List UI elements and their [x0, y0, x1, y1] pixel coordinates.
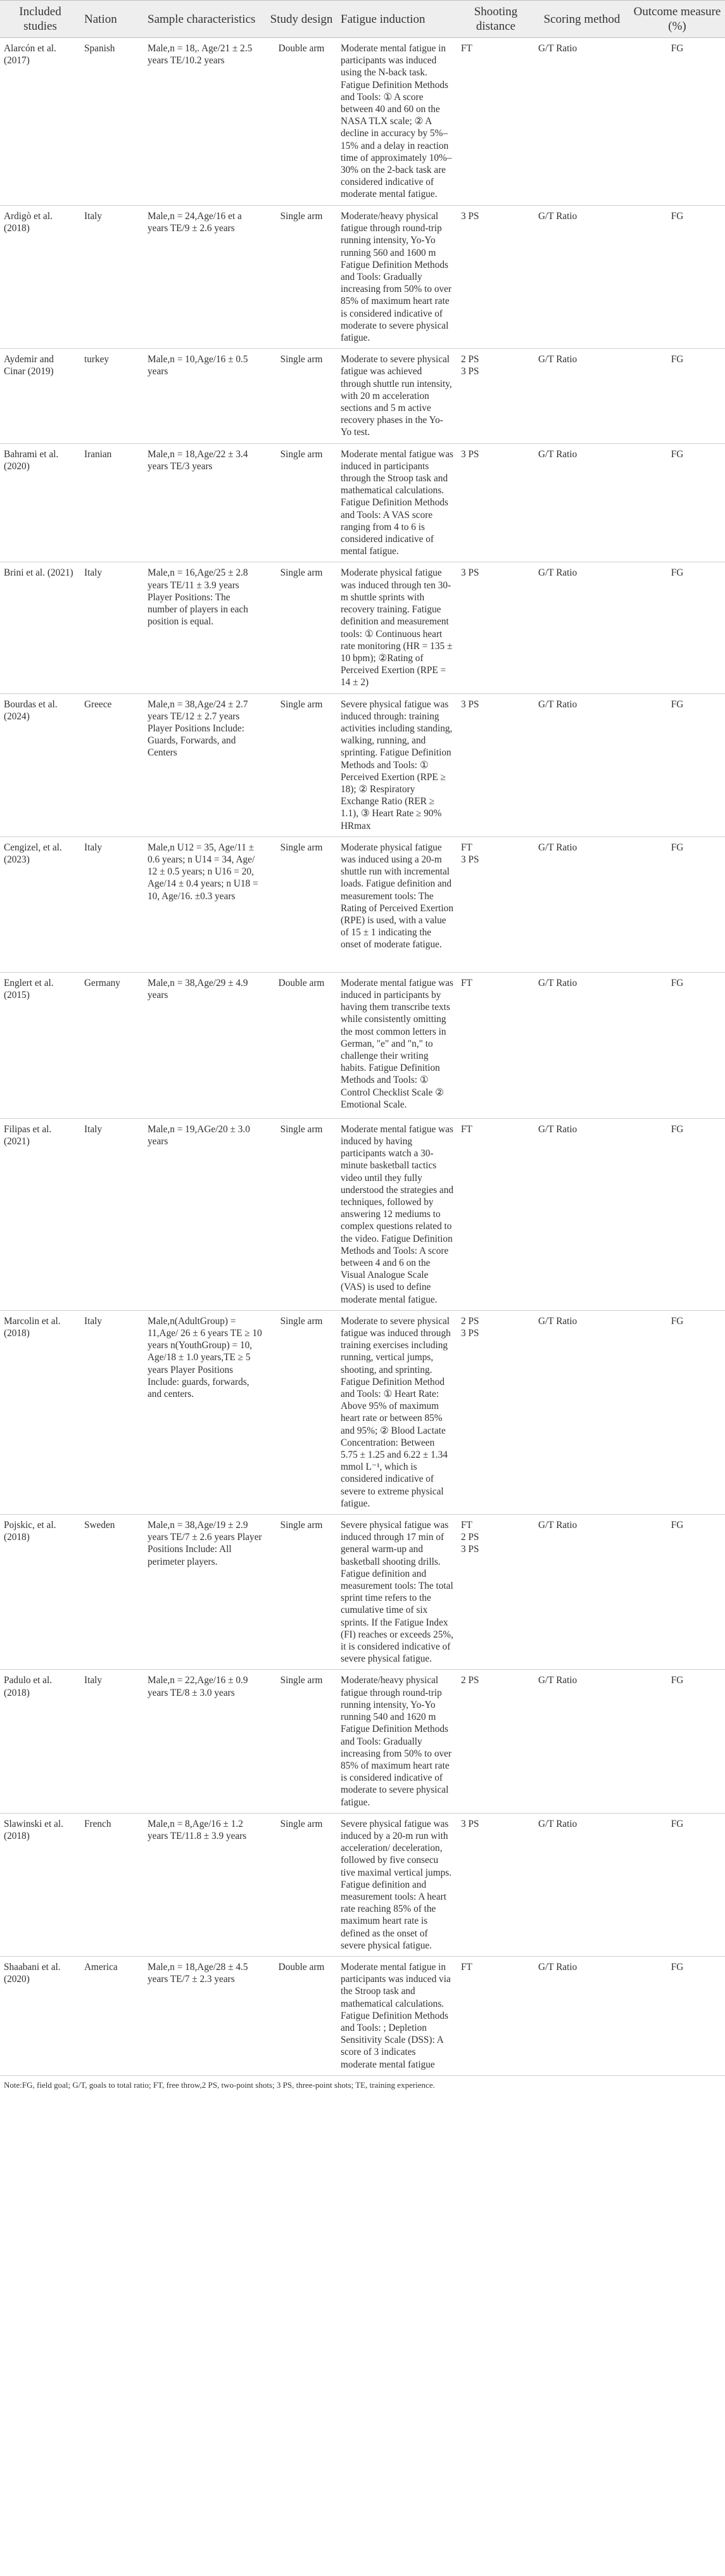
shooting-distance-value: FT — [461, 1520, 472, 1531]
cell-scoring: G/T Ratio — [534, 206, 629, 349]
cell-nation: Italy — [80, 837, 144, 972]
cell-outcome: FG — [629, 1310, 725, 1514]
cell-scoring: G/T Ratio — [534, 837, 629, 972]
cell-sample: Male,n = 18,. Age/21 ± 2.5 years TE/10.2 years — [144, 38, 266, 206]
cell-design: Single arm — [266, 1670, 337, 1813]
cell-sample: Male,n = 18,Age/28 ± 4.5 years TE/7 ± 2.3 years — [144, 1956, 266, 2075]
cell-design: Single arm — [266, 837, 337, 972]
cell-design: Single arm — [266, 206, 337, 349]
cell-distance — [457, 1515, 534, 1670]
cell-outcome: FG — [629, 1670, 725, 1813]
header-scoring-method: Scoring method — [534, 1, 629, 38]
shooting-distance-value: 3 PS — [461, 366, 479, 377]
table-row — [0, 693, 725, 837]
cell-sample: Male,n = 8,Age/16 ± 1.2 years TE/11.8 ± 3.9 years — [144, 1813, 266, 1956]
cell-design: Single arm — [266, 693, 337, 837]
cell-fatigue: Moderate physical fatigue was induced using a 20-m shuttle run with incremental loads. Fatigue definition and measurement tools: The Rating of Perceived Exertion (RPE) is used, with a value of 15 ± 1 indicating the onset of moderate fatigue. — [337, 837, 457, 972]
shooting-distance-value: 3 PS — [461, 1328, 479, 1339]
cell-outcome: FG — [629, 349, 725, 443]
shooting-distance-value: 3 PS — [461, 211, 479, 222]
header-shooting-distance: Shooting distance — [457, 1, 534, 38]
cell-study: Shaabani et al. (2020) — [0, 1956, 80, 2075]
cell-nation: Italy — [80, 1118, 144, 1310]
table-row — [0, 562, 725, 693]
table-row — [0, 1813, 725, 1956]
cell-design: Double arm — [266, 1956, 337, 2075]
cell-design: Single arm — [266, 1118, 337, 1310]
table-row — [0, 1515, 725, 1670]
cell-scoring: G/T Ratio — [534, 1956, 629, 2075]
shooting-distance-value: 3 PS — [461, 567, 479, 579]
cell-distance — [457, 206, 534, 349]
cell-scoring: G/T Ratio — [534, 38, 629, 206]
cell-fatigue: Moderate mental fatigue was induced in participants by having them transcribe texts while consistently omitting the most common letters in German, "e" and "n," to challenge their writing habits. Fatigue Definition Methods and Tools: ① Control Checklist Scale ② Emotional Scale. — [337, 972, 457, 1118]
cell-design: Single arm — [266, 443, 337, 562]
cell-design: Double arm — [266, 972, 337, 1118]
cell-scoring: G/T Ratio — [534, 443, 629, 562]
cell-sample: Male,n = 18,Age/22 ± 3.4 years TE/3 years — [144, 443, 266, 562]
cell-scoring: G/T Ratio — [534, 1515, 629, 1670]
cell-fatigue: Moderate physical fatigue was induced through ten 30-m shuttle sprints with recovery training. Fatigue definition and measurement tools: ① Continuous heart rate monitoring (HR = 135 ± 10 bpm); ②Rating of Perceived Exertion (RPE = 14 ± 2) — [337, 562, 457, 693]
shooting-distance-value: FT — [461, 977, 472, 988]
cell-distance — [457, 1310, 534, 1514]
cell-study: Aydemir and Cinar (2019) — [0, 349, 80, 443]
cell-scoring: G/T Ratio — [534, 1118, 629, 1310]
table-row — [0, 972, 725, 1118]
cell-sample: Male,n = 10,Age/16 ± 0.5 years — [144, 349, 266, 443]
cell-scoring: G/T Ratio — [534, 562, 629, 693]
cell-design: Single arm — [266, 1515, 337, 1670]
cell-sample: Male,n = 19,AGe/20 ± 3.0 years — [144, 1118, 266, 1310]
cell-outcome: FG — [629, 38, 725, 206]
cell-design: Single arm — [266, 562, 337, 693]
shooting-distance-value: FT — [461, 1123, 472, 1135]
cell-scoring: G/T Ratio — [534, 693, 629, 837]
header-sample-characteristics: Sample characteristics — [144, 1, 266, 38]
shooting-distance-value: 2 PS — [461, 1315, 479, 1327]
shooting-distance-value: 3 PS — [461, 854, 479, 865]
cell-sample: Male,n = 38,Age/19 ± 2.9 years TE/7 ± 2.6 years Player Positions Include: All perimeter players. — [144, 1515, 266, 1670]
cell-study: Bourdas et al. (2024) — [0, 693, 80, 837]
cell-scoring: G/T Ratio — [534, 1813, 629, 1956]
shooting-distance-value: FT — [461, 842, 472, 853]
cell-sample: Male,n = 38,Age/24 ± 2.7 years TE/12 ± 2.7 years Player Positions Include: Guards, Forwards, and Centers — [144, 693, 266, 837]
cell-nation: Iranian — [80, 443, 144, 562]
shooting-distance-value: 2 PS — [461, 1532, 479, 1543]
cell-fatigue: Severe physical fatigue was induced by a 20-m run with acceleration/ deceleration, followed by five consecu tive maximal vertical jumps. Fatigue definition and measurement tools: A heart rate reaching 85% of the maximum heart rate is defined as the onset of severe physical fatigue. — [337, 1813, 457, 1956]
cell-design: Single arm — [266, 1813, 337, 1956]
table-header-row — [0, 1, 725, 38]
cell-nation: America — [80, 1956, 144, 2075]
cell-fatigue: Severe physical fatigue was induced through 17 min of general warm-up and basketball shooting drills. Fatigue definition and measurement tools: The total sprint time refers to the cumulative time of six sprints. If the Fatigue Index (FI) reaches or exceeds 25%, it is considered indicative of severe physical fatigue. — [337, 1515, 457, 1670]
cell-fatigue: Moderate mental fatigue was induced by having participants watch a 30-minute basketball tactics video until they fully understood the strategies and techniques, followed by answering 12 mediums to complex questions related to the video. Fatigue Definition Methods and Tools: A score between 4 and 6 on the Visual Analogue Scale (VAS) is used to define moderate mental fatigue. — [337, 1118, 457, 1310]
cell-study: Englert et al. (2015) — [0, 972, 80, 1118]
cell-study: Cengizel, et al. (2023) — [0, 837, 80, 972]
cell-scoring: G/T Ratio — [534, 972, 629, 1118]
shooting-distance-value: FT — [461, 43, 472, 54]
cell-study: Alarcón et al. (2017) — [0, 38, 80, 206]
cell-distance — [457, 1813, 534, 1956]
table-row — [0, 1310, 725, 1514]
cell-scoring: G/T Ratio — [534, 1310, 629, 1514]
table-row — [0, 1118, 725, 1310]
cell-distance — [457, 1118, 534, 1310]
header-nation: Nation — [80, 1, 144, 38]
cell-study: Brini et al. (2021) — [0, 562, 80, 693]
cell-nation: Italy — [80, 1670, 144, 1813]
cell-distance — [457, 972, 534, 1118]
shooting-distance-value: 2 PS — [461, 1675, 479, 1686]
cell-sample: Male,n = 16,Age/25 ± 2.8 years TE/11 ± 3.9 years Player Positions: The number of players in each position is equal. — [144, 562, 266, 693]
table-row — [0, 206, 725, 349]
table-row — [0, 38, 725, 206]
cell-nation: Sweden — [80, 1515, 144, 1670]
cell-distance — [457, 693, 534, 837]
cell-design: Single arm — [266, 1310, 337, 1514]
cell-sample: Male,n = 22,Age/16 ± 0.9 years TE/8 ± 3.0 years — [144, 1670, 266, 1813]
table-row — [0, 443, 725, 562]
cell-fatigue: Moderate/heavy physical fatigue through round-trip running intensity, Yo-Yo running 560 and 1600 m Fatigue Definition Methods and Tools: Gradually increasing from 50% to over 85% of maximum heart rate is considered indicative of moderate to severe physical fatigue. — [337, 206, 457, 349]
cell-outcome: FG — [629, 1956, 725, 2075]
cell-study: Marcolin et al. (2018) — [0, 1310, 80, 1514]
cell-study: Filipas et al. (2021) — [0, 1118, 80, 1310]
cell-fatigue: Moderate/heavy physical fatigue through round-trip running intensity, Yo-Yo running 540 and 1620 m Fatigue Definition Methods and Tools: Gradually increasing from 50% to over 85% of maximum heart rate is considered indicative of moderate to severe physical fatigue. — [337, 1670, 457, 1813]
cell-outcome: FG — [629, 1515, 725, 1670]
cell-outcome: FG — [629, 562, 725, 693]
cell-fatigue: Severe physical fatigue was induced through: training activities including standing, walking, running, and sprinting. Fatigue Definition Methods and Tools: ① Perceived Exertion (RPE ≥ 18); ② Respiratory Exchange Ratio (RER ≥ 1.1), ③ Heart Rate ≥ 90% HRmax — [337, 693, 457, 837]
cell-outcome: FG — [629, 206, 725, 349]
table-row — [0, 349, 725, 443]
cell-distance — [457, 837, 534, 972]
header-included-studies: Included studies — [0, 1, 80, 38]
cell-design: Double arm — [266, 38, 337, 206]
cell-distance — [457, 38, 534, 206]
cell-fatigue: Moderate mental fatigue in participants was induced using the N-back task. Fatigue Definition Methods and Tools: ① A score between 40 and 60 on the NASA TLX scale; ② A decline in accuracy by 5%–15% and a delay in reaction time of approximately 10%–30% on the 2-back task are considered indicative of moderate mental fatigue. — [337, 38, 457, 206]
cell-distance — [457, 562, 534, 693]
shooting-distance-value: 3 PS — [461, 1544, 479, 1555]
table-row — [0, 837, 725, 972]
cell-study: Padulo et al. (2018) — [0, 1670, 80, 1813]
header-study-design: Study design — [266, 1, 337, 38]
cell-nation: French — [80, 1813, 144, 1956]
cell-distance — [457, 349, 534, 443]
shooting-distance-value: FT — [461, 1961, 472, 1973]
cell-fatigue: Moderate mental fatigue in participants was induced via the Stroop task and mathematical calculations. Fatigue Definition Methods and Tools: ; Depletion Sensitivity Scale (DSS): A score of 3 indicates moderate mental fatigue — [337, 1956, 457, 2075]
shooting-distance-value: 3 PS — [461, 698, 479, 710]
table-row — [0, 1956, 725, 2075]
cell-nation: turkey — [80, 349, 144, 443]
cell-study: Ardigò et al. (2018) — [0, 206, 80, 349]
cell-nation: Greece — [80, 693, 144, 837]
cell-outcome: FG — [629, 1118, 725, 1310]
cell-nation: Spanish — [80, 38, 144, 206]
cell-study: Bahrami et al. (2020) — [0, 443, 80, 562]
cell-nation: Italy — [80, 1310, 144, 1514]
table-row — [0, 1670, 725, 1813]
cell-distance — [457, 1956, 534, 2075]
cell-nation: Italy — [80, 206, 144, 349]
cell-sample: Male,n U12 = 35, Age/11 ± 0.6 years; n U14 = 34, Age/ 12 ± 0.5 years; n U16 = 20, Age/14 ± 0.4 years; n U18 = 10, Age/16. ±0.3 years — [144, 837, 266, 972]
header-fatigue-induction: Fatigue induction — [337, 1, 457, 38]
cell-outcome: FG — [629, 972, 725, 1118]
cell-outcome: FG — [629, 443, 725, 562]
cell-sample: Male,n(AdultGroup) = 11,Age/ 26 ± 6 years TE ≥ 10 years n(YouthGroup) = 10, Age/18 ± 1.0 years,TE ≥ 5 years Player Positions Include: guards, forwards, and centers. — [144, 1310, 266, 1514]
cell-scoring: G/T Ratio — [534, 349, 629, 443]
cell-fatigue: Moderate to severe physical fatigue was induced through training exercises including running, vertical jumps, shooting, and sprinting. Fatigue Definition Method and Tools: ① Heart Rate: Above 95% of maximum heart rate or between 85% and 95%; ② Blood Lactate Concentration: Between 5.75 ± 1.25 and 6.22 ± 1.34 mmol L⁻¹, which is considered indicative of severe to extreme physical fatigue. — [337, 1310, 457, 1514]
table-footnote: Note:FG, field goal; G/T, goals to total ratio; FT, free throw,2 PS, two-point shots; 3 PS, three-point shots; TE, training experience. — [4, 2080, 435, 2090]
cell-outcome: FG — [629, 1813, 725, 1956]
cell-study: Slawinski et al. (2018) — [0, 1813, 80, 1956]
cell-distance — [457, 1670, 534, 1813]
shooting-distance-value: 3 PS — [461, 1818, 479, 1829]
header-outcome-measure: Outcome measure (%) — [629, 1, 725, 38]
cell-nation: Italy — [80, 562, 144, 693]
cell-outcome: FG — [629, 837, 725, 972]
shooting-distance-value: 2 PS — [461, 354, 479, 365]
cell-sample: Male,n = 24,Age/16 et a years TE/9 ± 2.6 years — [144, 206, 266, 349]
cell-distance — [457, 443, 534, 562]
cell-fatigue: Moderate to severe physical fatigue was achieved through shuttle run intensity, with 20 m acceleration sections and 5 m active recovery phases in the Yo-Yo test. — [337, 349, 457, 443]
cell-outcome: FG — [629, 693, 725, 837]
cell-scoring: G/T Ratio — [534, 1670, 629, 1813]
cell-nation: Germany — [80, 972, 144, 1118]
cell-design: Single arm — [266, 349, 337, 443]
cell-sample: Male,n = 38,Age/29 ± 4.9 years — [144, 972, 266, 1118]
cell-fatigue: Moderate mental fatigue was induced in participants through the Stroop task and mathematical calculations. Fatigue Definition Methods and Tools: A VAS score ranging from 4 to 6 is considered indicative of mental fatigue. — [337, 443, 457, 562]
cell-study: Pojskic, et al. (2018) — [0, 1515, 80, 1670]
shooting-distance-value: 3 PS — [461, 448, 479, 460]
